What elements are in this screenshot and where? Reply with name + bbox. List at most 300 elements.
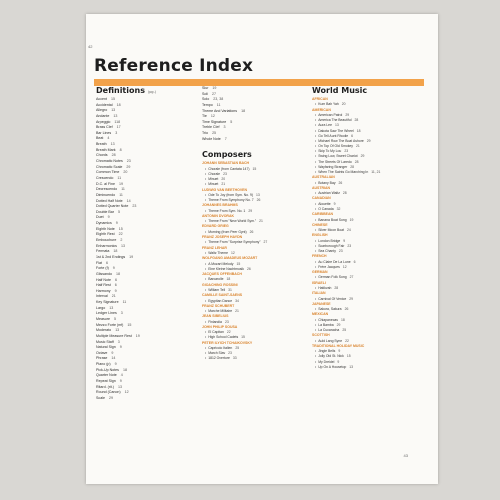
composer-group-title: FRANZ LEHAR xyxy=(202,245,227,250)
definition-page: 13 xyxy=(110,142,115,147)
definitions-heading-text: Definitions xyxy=(96,86,145,95)
composer-group-title: WOLFGANG AMADEUS MOZART xyxy=(202,256,258,261)
definition-page: 11 xyxy=(119,192,123,197)
definition-term: Crescendo xyxy=(96,175,114,180)
definition-page: 28 xyxy=(111,153,116,158)
bullet-icon: • xyxy=(205,251,207,256)
bullet-icon: • xyxy=(315,164,317,169)
composers-list xyxy=(202,161,298,361)
definition-term: Mezzo Forte (mf) xyxy=(96,322,124,327)
world-music-page: 23 xyxy=(347,243,352,248)
definition-page: 11 xyxy=(216,102,221,107)
world-music-page: 24 xyxy=(347,228,351,233)
composer-page: 31 xyxy=(228,287,232,292)
definition-term: Embouchure xyxy=(96,238,117,243)
bullet-icon: • xyxy=(205,198,207,203)
world-music-page: 9 xyxy=(343,238,346,243)
composer-page: 29 xyxy=(248,208,253,213)
definition-term: Octave xyxy=(96,350,108,355)
definition-term: Chromatic Scale xyxy=(96,164,123,169)
world-music-group-title: CARIBBEAN xyxy=(312,212,333,217)
definition-page: 6 xyxy=(114,277,117,282)
bullet-icon: • xyxy=(315,243,317,248)
definition-page: 11 xyxy=(121,187,125,192)
world-music-group-title: ENGLISH xyxy=(312,233,328,238)
bullet-icon: • xyxy=(315,328,317,333)
definition-term: Enharmonics xyxy=(96,243,117,248)
definition-page: 3 xyxy=(117,339,120,344)
world-music-title: Go Tell Aunt Rhodie xyxy=(318,133,349,138)
bullet-icon: • xyxy=(205,219,207,224)
composer-title: Waltz Theme xyxy=(208,251,228,256)
composer-title: Finlandia xyxy=(208,319,222,324)
composer-group-title: EDVARD GRIEG xyxy=(202,224,229,229)
definition-term: Ledger Lines xyxy=(96,311,117,316)
bullet-icon: • xyxy=(315,296,317,301)
world-music-title: Chiapanecas xyxy=(318,317,338,322)
composer-group-title: FRANZ JOSEPH HAYDN xyxy=(202,235,243,240)
definitions-list xyxy=(96,97,192,402)
composer-title: Minuet xyxy=(208,177,219,182)
definition-term: Moderato xyxy=(96,328,112,333)
world-music-group-title: MEXICAN xyxy=(312,312,329,317)
definition-page: 19 xyxy=(135,333,140,338)
definition-page: 12 xyxy=(210,114,215,119)
composer-title: Theme From "Surprise Symphony" xyxy=(208,240,261,245)
definition-page: 9 xyxy=(107,215,110,220)
composer-page: 12 xyxy=(230,251,235,256)
bullet-icon: • xyxy=(315,322,317,327)
definition-term: Theme And Variations xyxy=(202,108,238,113)
definition-term: Round (Canon) xyxy=(96,390,121,395)
world-music-group-title: GERMAN xyxy=(312,270,328,275)
bullet-icon: • xyxy=(315,118,317,123)
composer-page: 27 xyxy=(263,240,268,245)
definition-term: Tempo xyxy=(202,102,213,107)
world-music-title: Sakura, Sakura xyxy=(318,307,342,312)
composer-group-title: GIOACHINO ROSSINI xyxy=(202,282,238,287)
world-music-page: 12 xyxy=(342,264,347,269)
definition-term: Chords xyxy=(96,153,108,158)
bullet-icon: • xyxy=(205,166,207,171)
definition-term: Brass Clef xyxy=(96,125,113,130)
world-music-group-title: ITALIAN xyxy=(312,291,326,296)
world-music-title: Up On A Housetop xyxy=(318,364,347,369)
definition-page: 7 xyxy=(224,136,227,141)
definition-page: 6 xyxy=(106,260,108,265)
definition-term: Interval xyxy=(96,294,108,299)
world-music-page: 18 xyxy=(340,317,345,322)
bullet-icon: • xyxy=(315,354,317,359)
composer-entry xyxy=(202,356,298,361)
definition-page: 3 xyxy=(223,125,226,130)
definition-term: Repeat Sign xyxy=(96,379,116,384)
world-music-title: Aura Lee xyxy=(318,123,332,128)
definition-page: 8 xyxy=(119,147,122,152)
bullet-icon: • xyxy=(315,264,317,269)
bullet-icon: • xyxy=(205,192,207,197)
world-music-page: 28 xyxy=(342,191,347,196)
composers-heading: Composers xyxy=(202,150,252,160)
composer-title: Eine Kleine Nachtmusik xyxy=(208,266,244,271)
definition-page: 9 xyxy=(115,221,118,226)
bullet-icon: • xyxy=(205,346,207,351)
definition-term: Quarter Note xyxy=(96,373,117,378)
world-music-title: American Patrol xyxy=(318,112,343,117)
definitions-heading xyxy=(96,86,192,95)
composer-page: 22 xyxy=(226,330,231,335)
definition-term: Beat xyxy=(96,136,104,141)
definition-page: 5 xyxy=(230,119,233,124)
definition-page: 13 xyxy=(113,113,118,118)
definition-term: Soli xyxy=(202,91,208,96)
definition-entry xyxy=(202,137,298,143)
definition-page: 21 xyxy=(111,294,116,299)
bullet-icon: • xyxy=(205,177,207,182)
world-music-title: Au Claire De La Lune xyxy=(318,259,351,264)
definition-page: 14 xyxy=(111,356,116,361)
definition-term: Measure xyxy=(96,316,110,321)
definitions-column xyxy=(96,86,192,402)
definition-page: 12 xyxy=(124,390,129,395)
definition-page: 20 xyxy=(123,170,128,175)
definition-term: Breath xyxy=(96,142,107,147)
bullet-icon: • xyxy=(315,159,317,164)
composer-title: Chorale xyxy=(208,171,221,176)
world-music-title: German Folk Song xyxy=(318,275,347,280)
definition-page: 11 xyxy=(117,175,122,180)
composer-page: 23 xyxy=(223,171,227,176)
world-music-page: 9 xyxy=(337,359,340,364)
definition-term: Forte (f) xyxy=(96,266,109,271)
bullet-icon: • xyxy=(315,364,317,369)
definition-term: Accent xyxy=(96,97,107,101)
definition-term: Whole Note xyxy=(202,136,221,141)
bullet-icon: • xyxy=(315,238,317,243)
definition-page: 4 xyxy=(107,136,110,141)
definition-page: 13 xyxy=(111,108,116,113)
definition-term: Bar Lines xyxy=(96,130,112,135)
world-music-page: 20 xyxy=(341,102,346,107)
definition-term: Multiple Measure Rest xyxy=(96,333,132,338)
definition-term: Time Signature xyxy=(202,119,227,124)
world-music-title: Scarborough Fair xyxy=(318,243,345,248)
definition-term: Breath Mark xyxy=(96,147,116,152)
world-music-title: Wayfaring Stranger xyxy=(318,164,348,169)
composer-page: 21 xyxy=(221,182,226,187)
composer-title: Morning (from Peer Gynt) xyxy=(208,229,247,234)
definition-term: Ritard. (rit.) xyxy=(96,384,114,389)
world-music-group-title: TRADITIONAL HOLIDAY MUSIC xyxy=(312,343,365,348)
definition-term: Fermata xyxy=(96,249,110,254)
world-music-title: The Streets Of Laredo xyxy=(318,159,352,164)
world-music-title: Michael Row The Boat Ashore xyxy=(318,138,364,143)
world-music-page: 6 xyxy=(351,133,353,138)
composer-group-title: JOHANN SEBASTIAN BACH xyxy=(202,161,250,166)
world-music-title: Swing Low, Sweet Chariot xyxy=(318,154,358,159)
definition-page: 15 xyxy=(118,226,123,231)
composer-page: 15 xyxy=(236,261,241,266)
world-music-page: 25 xyxy=(342,328,347,333)
definition-term: Half Note xyxy=(96,277,111,282)
composer-group-title: FRANZ SCHUBERT xyxy=(202,303,235,308)
definition-term: Largo xyxy=(96,305,106,310)
bullet-icon: • xyxy=(315,349,317,354)
composer-title: High School Cadets xyxy=(208,335,239,340)
definition-term: Trio xyxy=(202,131,209,136)
composer-title: Chorale (from Cantata 147) xyxy=(208,166,250,171)
definition-page: 9 xyxy=(114,362,117,367)
composer-group-title: PETER ILYICH TCHAIKOVSKY xyxy=(202,340,253,345)
definitions-heading-note: (pg.) xyxy=(147,90,156,94)
definition-term: Slur xyxy=(202,86,209,90)
world-music-title: America The Beautiful xyxy=(318,118,352,123)
world-music-page: 15 xyxy=(346,354,351,359)
bullet-icon: • xyxy=(205,335,207,340)
definition-term: Common Time xyxy=(96,170,120,175)
bullet-icon: • xyxy=(315,206,317,211)
world-music-group-title: AFRICAN xyxy=(312,97,328,101)
composer-title: Egyptian Dance xyxy=(208,298,233,303)
bullet-icon: • xyxy=(315,149,317,154)
bullet-icon: • xyxy=(315,359,317,364)
composer-page: 15 xyxy=(241,335,245,340)
world-music-group-title: CANADIAN xyxy=(312,196,331,201)
world-music-page: 26 xyxy=(338,180,343,185)
definition-term: Glissando xyxy=(96,271,112,276)
world-music-page: 9 xyxy=(338,349,341,354)
definition-page: 18 xyxy=(116,102,121,107)
world-music-title: Jingle Bells xyxy=(318,349,336,354)
definition-page: 9 xyxy=(114,288,117,293)
bullet-icon: • xyxy=(315,317,317,322)
world-music-group-title: FRENCH xyxy=(312,254,327,259)
definition-term: Dotted Half Note xyxy=(96,198,123,203)
definition-term: Allegro xyxy=(96,108,108,113)
definition-page: 11 xyxy=(122,300,127,305)
world-music-page: 27 xyxy=(349,275,354,280)
definition-page: 23 xyxy=(132,204,137,209)
world-music-page: 29 xyxy=(349,296,354,301)
definition-term: Tie xyxy=(202,114,207,119)
world-music-page: 28 xyxy=(334,285,339,290)
page-title: Reference Index xyxy=(94,56,254,76)
definition-entry xyxy=(96,396,192,402)
definition-page: 18 xyxy=(115,271,120,276)
world-music-title: Hatikvah xyxy=(318,285,332,290)
right-page-number: 43 xyxy=(403,453,408,458)
definition-page: 9 xyxy=(112,266,115,271)
world-music-page: 28 xyxy=(354,159,359,164)
world-music-group-title: AUSTRALIAN xyxy=(312,175,335,180)
world-music-page: 19 xyxy=(349,217,354,222)
definition-page: 13 xyxy=(120,243,125,248)
world-music-page: 18 xyxy=(356,128,361,133)
world-music-group-title: ISRAELI xyxy=(312,280,326,285)
definition-page: 23, 38 xyxy=(213,97,224,102)
bullet-icon: • xyxy=(205,309,207,314)
definition-term: Duet xyxy=(96,215,104,220)
definition-page: 9 xyxy=(119,379,122,384)
world-music-title: London Bridge xyxy=(318,238,341,243)
definition-page: 2 xyxy=(120,238,123,243)
definition-term: Flat xyxy=(96,260,102,265)
world-music-page: 6 xyxy=(353,259,356,264)
definition-term: Piano (p) xyxy=(96,362,111,367)
bullet-icon: • xyxy=(315,338,317,343)
definition-term: Scale xyxy=(96,395,105,400)
world-music-page: 32 xyxy=(336,206,341,211)
bullet-icon: • xyxy=(205,182,207,187)
world-music-group-title: JAPANESE xyxy=(312,301,331,306)
definition-term: Phrase xyxy=(96,356,108,361)
composer-page: 26 xyxy=(249,229,254,234)
composer-group-title: CAMILLE SAINT-SAENS xyxy=(202,293,243,298)
bullet-icon: • xyxy=(315,201,317,206)
definition-term: Diminuendo xyxy=(96,192,116,197)
definition-term: Key Signature xyxy=(96,300,119,305)
bullet-icon: • xyxy=(315,217,317,222)
composer-group-title: JOHN PHILIP SOUSA xyxy=(202,324,238,329)
book-page xyxy=(86,14,438,484)
definition-page: 19 xyxy=(129,254,134,259)
composer-page: 23 xyxy=(224,319,229,324)
definition-page: 13 xyxy=(115,328,120,333)
composer-page: 23 xyxy=(228,351,232,356)
world-music-page: 23 xyxy=(338,249,343,254)
bullet-icon: • xyxy=(315,144,317,149)
composer-title: Barcarolle xyxy=(208,277,224,282)
composer-page: 18 xyxy=(226,277,231,282)
title-block xyxy=(94,56,424,86)
world-music-title: My Dreidel xyxy=(318,359,335,364)
world-music-group-title: SCOTTISH xyxy=(312,333,330,338)
composer-page: 20 xyxy=(221,177,226,182)
world-music-page: 29 xyxy=(360,154,365,159)
composer-page: 21 xyxy=(259,219,263,224)
composer-page: 21 xyxy=(235,309,239,314)
definition-term: Double Bar xyxy=(96,209,114,214)
world-music-title: Skip To My Lou xyxy=(318,149,342,154)
bullet-icon: • xyxy=(205,287,207,292)
bullet-icon: • xyxy=(315,128,317,133)
definition-page: 18 xyxy=(113,249,118,254)
bullet-icon: • xyxy=(315,154,317,159)
definition-page: 15 xyxy=(127,322,132,327)
world-music-title: Frère Jacques xyxy=(318,264,340,269)
composer-title: Minuet xyxy=(208,182,219,187)
bullet-icon: • xyxy=(315,170,317,175)
world-music-page: 13 xyxy=(349,364,354,369)
world-music-page: 22 xyxy=(345,338,349,343)
definition-page: 3 xyxy=(120,311,123,316)
bullet-icon: • xyxy=(205,261,207,266)
bullet-icon: • xyxy=(315,102,317,107)
bullet-icon: • xyxy=(315,228,317,233)
composer-group-title: ANTONIN DVORAK xyxy=(202,213,235,218)
composer-group-title: JOHANNES BRAHMS xyxy=(202,203,238,208)
composer-group-title: LUDWIG VAN BEETHOVEN xyxy=(202,187,248,192)
bullet-icon: • xyxy=(315,275,317,280)
composer-title: Theme From "New World Sym." xyxy=(208,219,257,224)
world-music-title: Sea Chanty xyxy=(318,249,336,254)
definition-page: 5 xyxy=(113,316,116,321)
bullet-icon: • xyxy=(315,180,317,185)
composer-title: A Mozart Melody xyxy=(208,261,234,266)
world-music-group-title: AMERICAN xyxy=(312,107,331,112)
definition-page: 19 xyxy=(118,181,123,186)
composer-title: Capriccio Italien xyxy=(208,346,233,351)
world-music-page: 29 xyxy=(345,112,350,117)
world-music-page: 23 xyxy=(344,149,349,154)
definition-page: 19 xyxy=(212,86,217,90)
composer-page: 26 xyxy=(247,266,251,271)
bullet-icon: • xyxy=(315,123,317,128)
world-music-page: 13 xyxy=(334,123,339,128)
world-music-group-title: CHINESE xyxy=(312,222,328,227)
composer-page: 26 xyxy=(256,198,261,203)
definition-page: 13 xyxy=(109,305,114,310)
left-page-number: 42 xyxy=(88,44,93,49)
composer-title: Ode To Joy (from Sym. No. 9) xyxy=(208,192,253,197)
world-music-page: 9 xyxy=(333,201,336,206)
world-music-page: 29 xyxy=(336,322,341,327)
definition-page: 29 xyxy=(126,164,131,169)
bullet-icon: • xyxy=(205,208,207,213)
world-music-title: Carnival Of Venice xyxy=(318,296,347,301)
composer-page: 13 xyxy=(255,192,260,197)
world-music-title: O Canada xyxy=(318,206,334,211)
world-music-column xyxy=(312,86,422,370)
composer-title: Theme From Sym. No. 1 xyxy=(208,208,246,213)
definition-term: 1st & 2nd Endings xyxy=(96,254,126,259)
bullet-icon: • xyxy=(315,307,317,312)
definition-page: 18 xyxy=(122,367,127,372)
bullet-icon: • xyxy=(315,259,317,264)
definition-page: 9 xyxy=(119,345,122,350)
bullet-icon: • xyxy=(205,229,207,234)
definition-page: 13 xyxy=(117,384,122,389)
definition-page: 23 xyxy=(126,159,131,164)
definition-term: Arpeggio xyxy=(96,119,111,124)
bullet-icon: • xyxy=(205,277,207,282)
bullet-icon: • xyxy=(205,356,207,361)
definition-page: 5 xyxy=(117,209,120,214)
composer-group-title: JACQUES OFFENBACH xyxy=(202,271,242,276)
definition-page: 29 xyxy=(109,395,113,400)
definition-term: Accidental xyxy=(96,102,113,107)
definition-term: Dynamics xyxy=(96,221,112,226)
definition-term: Andante xyxy=(96,113,110,118)
world-music-page: 28 xyxy=(350,164,355,169)
definition-page: 9 xyxy=(111,350,114,355)
composer-title: El Capitan xyxy=(208,330,224,335)
composer-page: 33 xyxy=(232,356,237,361)
bullet-icon: • xyxy=(315,112,317,117)
definition-page: 4 xyxy=(120,373,123,378)
bullet-icon: • xyxy=(205,266,207,271)
composer-page: 15 xyxy=(252,166,257,171)
world-music-title: Silver Moon Boat xyxy=(318,228,345,233)
definition-page: 118 xyxy=(114,119,121,124)
world-music-title: Alouette xyxy=(318,201,331,206)
bullet-icon: • xyxy=(205,319,207,324)
world-music-title: Botany Bay xyxy=(318,180,336,185)
composer-page: 34 xyxy=(235,298,239,303)
definition-page: 22 xyxy=(118,232,123,237)
definition-page: 14 xyxy=(126,198,131,203)
definition-term: Pick-Up Notes xyxy=(96,367,119,372)
